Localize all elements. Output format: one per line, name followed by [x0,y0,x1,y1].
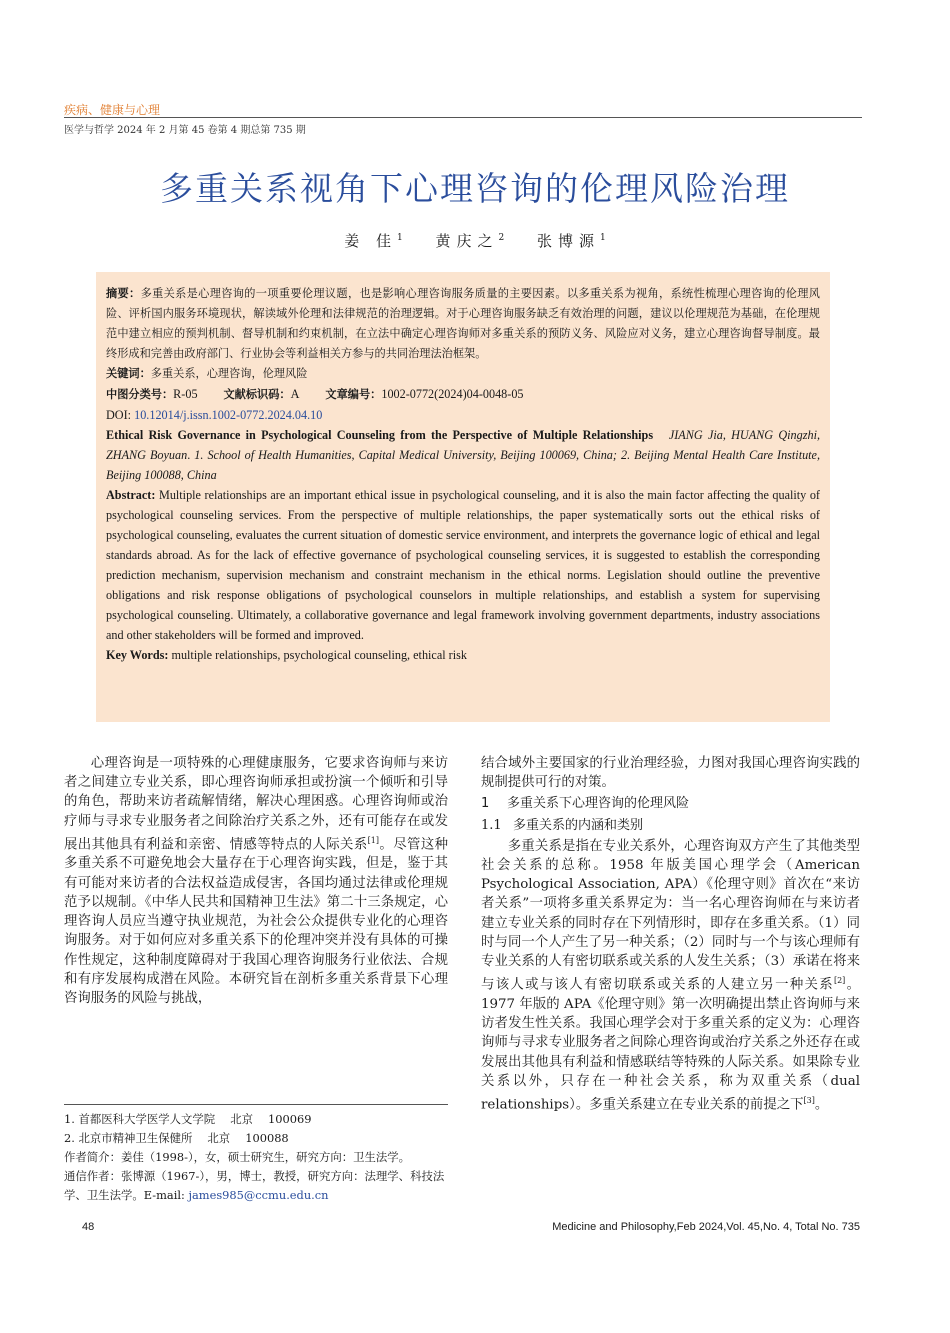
section-heading: 1 多重关系下心理咨询的伦理风险 [481,796,690,812]
header-rule [64,117,862,118]
section-tag: 疾病、健康与心理 [64,103,161,117]
affiliation-2: 2. 北京市精神卫生保健所 北京 100088 [64,1131,289,1145]
page-title: 多重关系视角下心理咨询的伦理风险治理 [160,169,790,208]
subsection-heading: 1.1 多重关系的内涵和类别 [481,817,644,833]
keywords-en: Key Words: multiple relationships, psychological counseling, ethical risk [106,648,467,662]
authors [0,230,950,251]
author-2: 黄庆之$^2$ [435,232,505,250]
body-paragraph: 多重关系是指在专业关系外，心理咨询双方产生了其他类型社会关系的总称。1958 年版美国心理学会（American Psychological Association, APA）《伦理守则》首次在“来访者关系”一项将多重关系界定为：当一名心理咨询师在与来访者建立专业关系的同时存在下列情形时，即存在多重关系。（1）同时与同一个人产生了另一种关系；（2）同时与一个与该心理师有专业关系的人有密切联系或关系的人发生关系；（3）承诺在将来与该人或与该人有密切联系或关系的人建立另一种关系[2]。1977 年版的 APA《伦理守则》第一次明确提出禁止咨询师与来访者发生性关系。我国心理学会对于多重关系的定义为：心理咨询师与寻求专业服务者之间除心理咨询或治疗关系之外还存在或发展出其他具有利益和情感联结等特殊的人际关系。如果除专业关系以外，只存在一种社会关系，称为双重关系（dual relationships）。多重关系建立在专业关系的前提之下[3]。 [481,838,861,1113]
abstract-en: Abstract: Multiple relationships are an important ethical issue in psychological counseling, and it is also the main factor affecting the quality of psychological counseling services. From the perspective of multiple relationships, the paper systematically sorts out the ethical risks of psychological counseling, evaluates the current situation of domestic service environment, and interprets the governance logic of ethical and legal standards abroad. As for the lack of effective governance of psychological counseling services, it is suggested to establish the corresponding prediction mechanism, supervision mechanism and constraint mechanism in the ethical norms. Legislation should outline the preventive obligations and risk response obligations of psychological counselors in multiple relationships, and establish a system for supervising psychological counseling. Ultimately, a collaborative governance and legal framework involving government departments, industry associations and other stakeholders will be formed and improved. [106,488,820,642]
page-number: 48 [82,1221,95,1233]
corresponding-author: 通信作者：张博源（1967-），男，博士，教授，研究方向：法理学、科技法学、卫生法学。E-mail: james985@ccmu.edu.cn [64,1169,445,1202]
author-3: 张博源$^1$ [537,232,606,250]
body-column-left [64,754,448,1008]
body-paragraph: 结合域外主要国家的行业治理经验，力图对我国心理咨询实践的规制提供可行的对策。 [481,756,860,791]
affiliation-1: 1. 首都医科大学医学人文学院 北京 100069 [64,1112,312,1126]
journal-line: 医学与哲学 2024 年 2 月第 45 卷第 4 期总第 735 期 [64,125,306,136]
body-paragraph: 心理咨询是一项特殊的心理健康服务，它要求咨询师与来访者之间建立专业关系，即心理咨询师承担或扮演一个倾听和引导的角色，帮助来访者疏解情绪，解决心理困惑。心理咨询师或治疗师与寻求专业服务者之间除治疗关系之外，还有可能存在或发展出其他具有利益和亲密、情感等特点的人际关系[1]。尽管这种多重关系不可避免地会大量存在于心理咨询实践，但是，鉴于其有可能对来访者的合法权益造成侵害，各国均通过法律或伦理规范予以规制。《中华人民共和国精神卫生法》第二十三条规定，心理咨询人员应当遵守执业规范，为社会公众提供专业化的心理咨询服务。对于如何应对多重关系下的伦理冲突并没有具体的可操作性规定，这种制度障碍对于我国心理咨询服务行业依法、合规和有序发展构成潜在风险。本研究旨在剖析多重关系背景下心理咨询服务的风险与挑战， [64,756,449,1006]
author-bio: 作者简介：姜佳（1998-），女，硕士研究生，研究方向：卫生法学。 [64,1150,411,1164]
abstract-cn: 摘要：多重关系是心理咨询的一项重要伦理议题，也是影响心理咨询服务质量的主要因素。以多重关系为视角，系统性梳理心理咨询的伦理风险、评析国内服务环境现状，解读域外伦理和法律规范的治理逻辑。对于心理咨询服务缺乏有效治理的问题，建议以伦理规范为基础，在伦理规范中建立相应的预判机制、督导机制和约束机制，在立法中确定心理咨询师对多重关系的预防义务、风险应对义务，建立心理咨询督导制度。最终形成和完善由政府部门、行业协会等利益相关方参与的共同治理法治框架。 [106,287,820,360]
email-link[interactable]: james985@ccmu.edu.cn [188,1188,329,1202]
footnotes [64,1110,448,1205]
keywords-cn: 关键词：多重关系，心理咨询，伦理风险 [106,367,308,380]
author-1: 姜 佳$^1$ [344,232,403,250]
english-title-block: Ethical Risk Governance in Psychological Counseling from the Perspective of Multiple Relationships JIANG Jia, HUANG Qingzhi, ZHANG Boyuan. 1. School of Health Humanities, Capital Medical University, Beijing 100069, China; 2. Beijing Mental Health Care Institute, Beijing 100088, China [106,428,821,482]
footnote-rule [64,1104,448,1105]
abstract-box [96,272,830,722]
classification-line: 中图分类号：R-05 文献标识码：A 文章编号：1002-0772(2024)04-0048-05 [106,387,524,401]
doi-line: DOI: 10.12014/j.issn.1002-0772.2024.04.10 [106,408,323,422]
body-column-right [481,754,860,1115]
doi-link[interactable]: 10.12014/j.issn.1002-0772.2024.04.10 [134,408,323,422]
journal-footer: Medicine and Philosophy,Feb 2024,Vol. 45,No. 4, Total No. 735 [552,1221,860,1233]
